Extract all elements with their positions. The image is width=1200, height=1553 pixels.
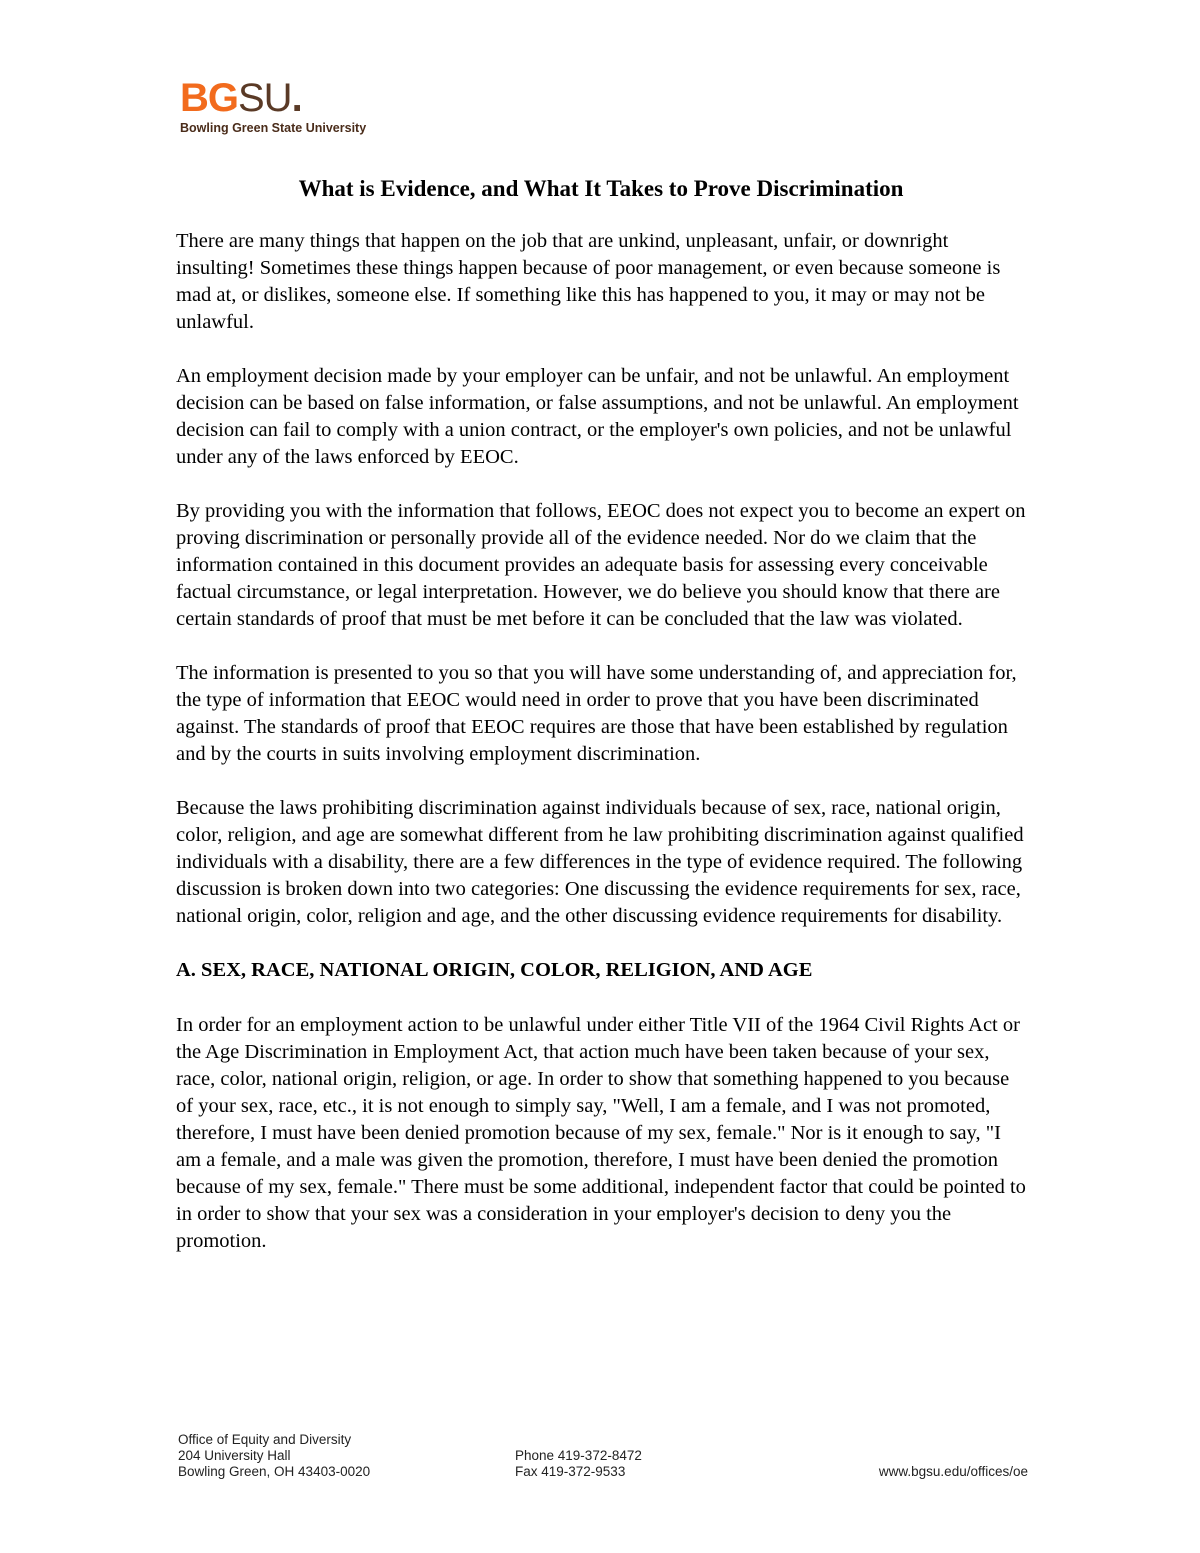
logo-subtitle: Bowling Green State University	[180, 121, 367, 135]
paragraph-2: An employment decision made by your employer can be unfair, and not be unlawful. An employment decision can be based on false information, or false assumptions, and not be unlawful. An employment decision can fail to comply with a union contract, or the employer's own policies, and not be unlawful under any of the laws enforced by EEOC.	[176, 365, 1019, 468]
footer-url-block	[879, 1464, 1028, 1480]
section-heading: A. SEX, RACE, NATIONAL ORIGIN, COLOR, RELIGION, AND AGE	[176, 959, 813, 981]
footer-url: www.bgsu.edu/offices/oe	[878, 1464, 1028, 1479]
footer-phone: Phone 419-372-8472	[515, 1448, 642, 1463]
paragraph-4: The information is presented to you so that you will have some understanding of, and appreciation for, the type of information that EEOC would need in order to prove that you have been discriminated against. The standards of proof that EEOC requires are those that have been established by regulation and by the courts in suits involving employment discrimination.	[176, 662, 1017, 765]
footer-address-line-2: Bowling Green, OH 43403-0020	[178, 1464, 371, 1479]
document-body	[176, 172, 1026, 1282]
logo-mark	[180, 78, 380, 118]
footer-contact-block	[515, 1448, 642, 1480]
logo-mark-bg: BG	[180, 76, 238, 120]
bgsu-logo	[180, 76, 380, 135]
footer-fax: Fax 419-372-9533	[515, 1464, 626, 1479]
footer-office: Office of Equity and Diversity	[178, 1432, 352, 1447]
page-footer	[178, 1432, 1028, 1492]
paragraph-5: Because the laws prohibiting discrimination against individuals because of sex, race, national origin, color, religion, and age are somewhat different from he law prohibiting discrimination against qualified individuals with a disability, there are a few differences in the type of evidence required. The following discussion is broken down into two categories: One discussing the evidence requirements for sex, race, national origin, color, religion and age, and the other discussing evidence requirements for disability.	[176, 797, 1024, 927]
paragraph-1: There are many things that happen on the job that are unkind, unpleasant, unfair, or downright insulting! Sometimes these things happen because of poor management, or even because someone is mad at, or dislikes, someone else. If something like this has happened to you, it may or may not be unlawful.	[176, 230, 1001, 333]
footer-address-block	[178, 1432, 370, 1480]
footer-address-line-1: 204 University Hall	[178, 1448, 291, 1463]
document-title: What is Evidence, and What It Takes to Prove Discrimination	[298, 176, 904, 201]
section-paragraph: In order for an employment action to be unlawful under either Title VII of the 1964 Civil Rights Act or the Age Discrimination in Employment Act, that action much have been taken because of your sex, race, color, national origin, religion, or age. In order to show that something happened to you because of your sex, race, etc., it is not enough to simply say, "Well, I am a female, and I was not promoted, therefore, I must have been denied promotion because of my sex, female." Nor is it enough to say, "I am a female, and a male was given the promotion, therefore, I must have been denied the promotion because of my sex, female." There must be some additional, independent factor that could be pointed to in order to show that your sex was a consideration in your employer's decision to deny you the promotion.	[176, 1014, 1026, 1252]
paragraph-3: By providing you with the information that follows, EEOC does not expect you to become an expert on proving discrimination or personally provide all of the evidence needed. Nor do we claim that the information contained in this document provides an adequate basis for assessing every conceivable factual circumstance, or legal interpretation. However, we do believe you should know that there are certain standards of proof that must be met before it can be concluded that the law was violated.	[176, 500, 1026, 630]
logo-mark-su: SU	[238, 76, 292, 120]
logo-mark-dot: .	[291, 76, 302, 120]
